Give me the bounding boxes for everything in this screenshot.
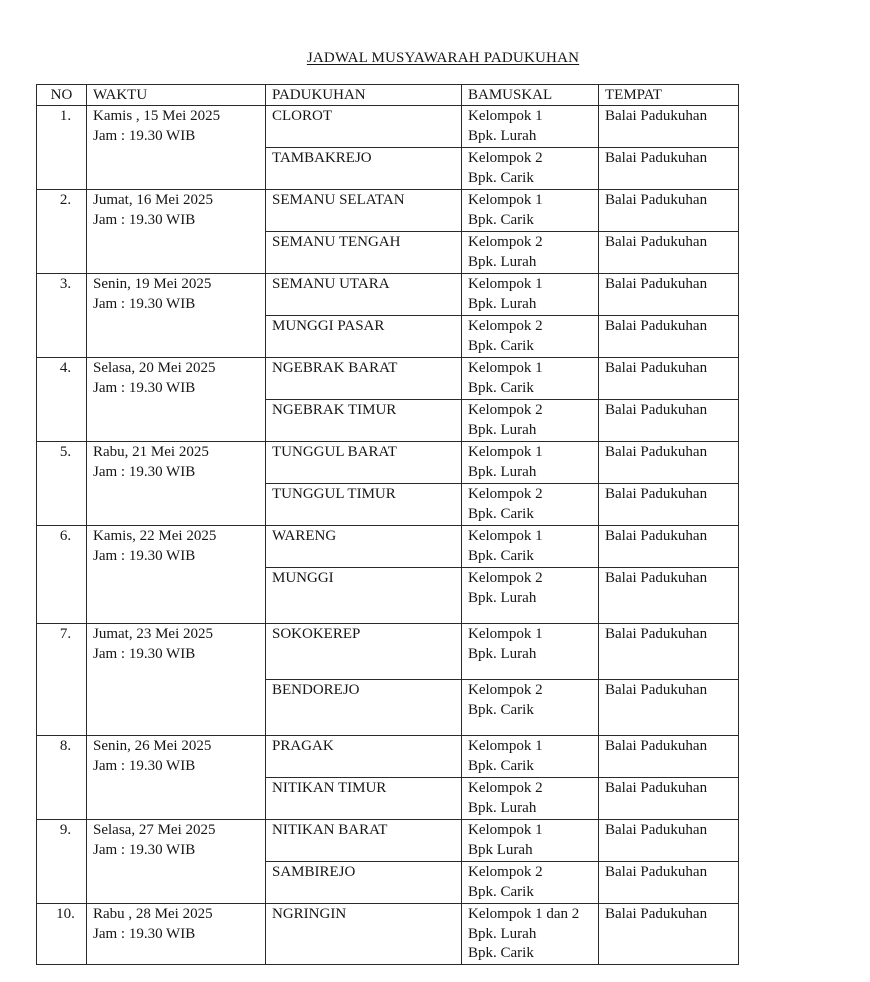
bapak-text: Bpk. Carik [468, 169, 534, 186]
padukuhan-cell: MUNGGI PASAR [266, 316, 462, 358]
waktu-cell [87, 106, 266, 190]
tempat-cell: Balai Padukuhan [599, 274, 739, 316]
kelompok-text: Kelompok 2 [468, 780, 543, 796]
bamuskal-cell [462, 904, 599, 965]
tempat-cell: Balai Padukuhan [599, 316, 739, 358]
kelompok-text: Kelompok 2 [468, 682, 543, 698]
time-text: Jam : 19.30 WIB [93, 925, 196, 942]
waktu-cell [87, 624, 266, 736]
time-text: Jam : 19.30 WIB [93, 841, 196, 858]
bamuskal-cell [462, 316, 599, 358]
padukuhan-cell: BENDOREJO [266, 680, 462, 736]
tempat-cell: Balai Padukuhan [599, 680, 739, 736]
row-number: 9. [37, 820, 87, 904]
bamuskal-cell [462, 526, 599, 568]
time-text: Jam : 19.30 WIB [93, 211, 196, 228]
padukuhan-cell: TUNGGUL BARAT [266, 442, 462, 484]
bapak-text: Bpk. Carik [468, 757, 534, 774]
row-number: 6. [37, 526, 87, 624]
waktu-cell [87, 820, 266, 904]
time-text: Jam : 19.30 WIB [93, 379, 196, 396]
tempat-cell: Balai Padukuhan [599, 624, 739, 680]
kelompok-text: Kelompok 1 [468, 276, 543, 292]
date-text: Selasa, 20 Mei 2025 [93, 360, 216, 376]
kelompok-text: Kelompok 1 [468, 738, 543, 754]
padukuhan-cell: MUNGGI [266, 568, 462, 624]
bamuskal-cell [462, 400, 599, 442]
table-row [37, 274, 739, 316]
bamuskal-cell [462, 484, 599, 526]
date-text: Kamis , 15 Mei 2025 [93, 108, 221, 124]
row-number: 3. [37, 274, 87, 358]
kelompok-text: Kelompok 1 dan 2 [468, 906, 580, 922]
bamuskal-cell [462, 190, 599, 232]
tempat-cell: Balai Padukuhan [599, 484, 739, 526]
kelompok-text: Kelompok 2 [468, 486, 543, 502]
waktu-cell [87, 526, 266, 624]
tempat-cell: Balai Padukuhan [599, 400, 739, 442]
tempat-cell: Balai Padukuhan [599, 148, 739, 190]
padukuhan-cell: NGEBRAK TIMUR [266, 400, 462, 442]
bapak-text: Bpk. Lurah [468, 127, 537, 144]
bapak-text: Bpk. Carik [468, 211, 534, 228]
table-row [37, 106, 739, 148]
waktu-cell [87, 736, 266, 820]
bapak-text: Bpk. Carik [468, 945, 534, 961]
padukuhan-cell: NITIKAN TIMUR [266, 778, 462, 820]
bapak-text: Bpk. Lurah [468, 589, 537, 606]
tempat-cell: Balai Padukuhan [599, 568, 739, 624]
padukuhan-cell: NGRINGIN [266, 904, 462, 965]
bapak-text: Bpk. Lurah [468, 421, 537, 438]
bamuskal-cell [462, 862, 599, 904]
title-text: JADWAL MUSYAWARAH PADUKUHAN [306, 50, 580, 66]
bapak-text: Bpk. Carik [468, 337, 534, 354]
tempat-cell: Balai Padukuhan [599, 358, 739, 400]
document-title [0, 50, 870, 67]
tempat-cell: Balai Padukuhan [599, 778, 739, 820]
date-text: Senin, 19 Mei 2025 [93, 276, 212, 292]
kelompok-text: Kelompok 1 [468, 444, 543, 460]
header-no: NO [37, 85, 87, 106]
padukuhan-cell: SAMBIREJO [266, 862, 462, 904]
time-text: Jam : 19.30 WIB [93, 295, 196, 312]
padukuhan-cell: NGEBRAK BARAT [266, 358, 462, 400]
kelompok-text: Kelompok 2 [468, 234, 543, 250]
kelompok-text: Kelompok 2 [468, 318, 543, 334]
kelompok-text: Kelompok 1 [468, 192, 543, 208]
padukuhan-cell: SOKOKEREP [266, 624, 462, 680]
padukuhan-cell: SEMANU TENGAH [266, 232, 462, 274]
kelompok-text: Kelompok 1 [468, 528, 543, 544]
header-padukuhan: PADUKUHAN [266, 85, 462, 106]
padukuhan-cell: TUNGGUL TIMUR [266, 484, 462, 526]
time-text: Jam : 19.30 WIB [93, 127, 196, 144]
date-text: Kamis, 22 Mei 2025 [93, 528, 217, 544]
schedule-table [36, 84, 739, 965]
padukuhan-cell: SEMANU SELATAN [266, 190, 462, 232]
bapak-text: Bpk. Carik [468, 883, 534, 900]
bamuskal-cell [462, 736, 599, 778]
bamuskal-cell [462, 274, 599, 316]
header-tempat: TEMPAT [599, 85, 739, 106]
bamuskal-cell [462, 778, 599, 820]
kelompok-text: Kelompok 2 [468, 864, 543, 880]
date-text: Jumat, 16 Mei 2025 [93, 192, 213, 208]
table-row [37, 736, 739, 778]
bamuskal-cell [462, 568, 599, 624]
row-number: 5. [37, 442, 87, 526]
row-number: 10. [37, 904, 87, 965]
tempat-cell: Balai Padukuhan [599, 442, 739, 484]
padukuhan-cell: PRAGAK [266, 736, 462, 778]
kelompok-text: Kelompok 2 [468, 402, 543, 418]
bapak-text: Bpk. Lurah [468, 645, 537, 662]
bapak-text: Bpk. Lurah [468, 463, 537, 480]
tempat-cell: Balai Padukuhan [599, 862, 739, 904]
time-text: Jam : 19.30 WIB [93, 645, 196, 662]
padukuhan-cell: CLOROT [266, 106, 462, 148]
row-number: 4. [37, 358, 87, 442]
bapak-text: Bpk. Lurah [468, 799, 537, 816]
time-text: Jam : 19.30 WIB [93, 547, 196, 564]
bamuskal-cell [462, 148, 599, 190]
table-row [37, 526, 739, 568]
kelompok-text: Kelompok 2 [468, 150, 543, 166]
table-row [37, 442, 739, 484]
kelompok-text: Kelompok 2 [468, 570, 543, 586]
waktu-cell [87, 274, 266, 358]
date-text: Selasa, 27 Mei 2025 [93, 822, 216, 838]
table-row [37, 358, 739, 400]
tempat-cell: Balai Padukuhan [599, 232, 739, 274]
bapak-text: Bpk. Carik [468, 505, 534, 522]
padukuhan-cell: TAMBAKREJO [266, 148, 462, 190]
bapak-text: Bpk. Lurah [468, 253, 537, 270]
padukuhan-cell: WARENG [266, 526, 462, 568]
row-number: 8. [37, 736, 87, 820]
padukuhan-cell: SEMANU UTARA [266, 274, 462, 316]
row-number: 1. [37, 106, 87, 190]
header-bamuskal: BAMUSKAL [462, 85, 599, 106]
bapak-text: Bpk. Lurah [468, 295, 537, 312]
tempat-cell: Balai Padukuhan [599, 736, 739, 778]
header-waktu: WAKTU [87, 85, 266, 106]
kelompok-text: Kelompok 1 [468, 822, 543, 838]
bapak-text: Bpk. Carik [468, 701, 534, 718]
table-row [37, 190, 739, 232]
tempat-cell: Balai Padukuhan [599, 106, 739, 148]
tempat-cell: Balai Padukuhan [599, 904, 739, 965]
table-row [37, 904, 739, 965]
bamuskal-cell [462, 442, 599, 484]
time-text: Jam : 19.30 WIB [93, 757, 196, 774]
padukuhan-cell: NITIKAN BARAT [266, 820, 462, 862]
kelompok-text: Kelompok 1 [468, 360, 543, 376]
waktu-cell [87, 442, 266, 526]
waktu-cell [87, 904, 266, 965]
date-text: Rabu , 28 Mei 2025 [93, 906, 213, 922]
bamuskal-cell [462, 680, 599, 736]
bamuskal-cell [462, 232, 599, 274]
header-row [37, 85, 739, 106]
waktu-cell [87, 358, 266, 442]
tempat-cell: Balai Padukuhan [599, 526, 739, 568]
date-text: Senin, 26 Mei 2025 [93, 738, 212, 754]
tempat-cell: Balai Padukuhan [599, 820, 739, 862]
bapak-text: Bpk. Lurah [468, 925, 537, 942]
date-text: Rabu, 21 Mei 2025 [93, 444, 209, 460]
bamuskal-cell [462, 358, 599, 400]
bapak-text: Bpk. Carik [468, 379, 534, 396]
tempat-cell: Balai Padukuhan [599, 190, 739, 232]
bapak-text: Bpk Lurah [468, 841, 533, 858]
kelompok-text: Kelompok 1 [468, 626, 543, 642]
bamuskal-cell [462, 820, 599, 862]
bapak-text: Bpk. Carik [468, 547, 534, 564]
table-row [37, 820, 739, 862]
row-number: 2. [37, 190, 87, 274]
bamuskal-cell [462, 106, 599, 148]
kelompok-text: Kelompok 1 [468, 108, 543, 124]
date-text: Jumat, 23 Mei 2025 [93, 626, 213, 642]
table-row [37, 624, 739, 680]
waktu-cell [87, 190, 266, 274]
time-text: Jam : 19.30 WIB [93, 463, 196, 480]
row-number: 7. [37, 624, 87, 736]
bamuskal-cell [462, 624, 599, 680]
